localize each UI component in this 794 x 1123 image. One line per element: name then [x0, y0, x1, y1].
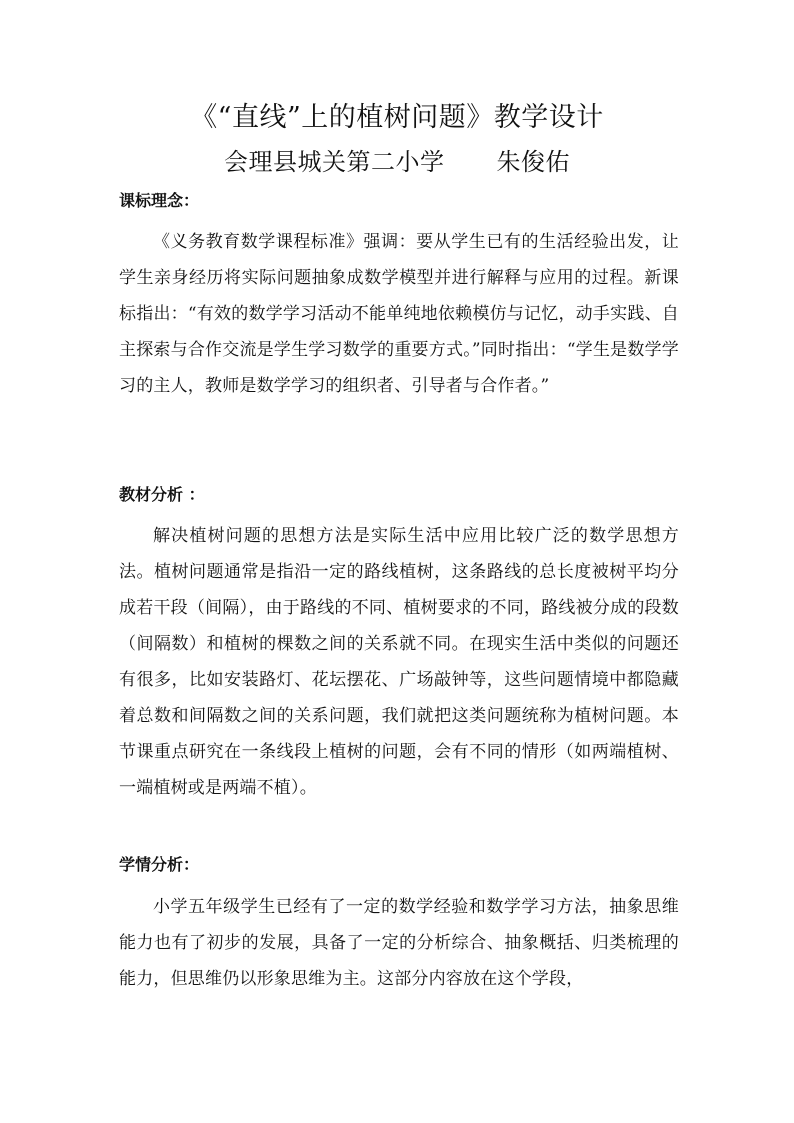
section-body-curriculum: 《义务教育数学课程标准》强调：要从学生已有的生活经验出发，让学生亲身经历将实际问题抽象成数学模型并进行解释与应用的过程。新课标指出：“有效的数学学习活动不能单纯地依赖模仿与记忆，动手实践、自主探索与合作交流是学生学习数学的重要方式。”同时指出：“学生是数学学习的主人，教师是数学学习的组织者、引导者与合作者。” [119, 232, 679, 396]
section-heading-curriculum: 课标理念： [119, 191, 200, 210]
section-body-students: 小学五年级学生已经有了一定的数学经验和数学学习方法，抽象思维能力也有了初步的发展，具备了一定的分析综合、抽象概括、归类梳理的能力，但思维仍以形象思维为主。这部分内容放在这个学段， [119, 897, 679, 989]
section-body-textbook: 解决植树问题的思想方法是实际生活中应用比较广泛的数学思想方法。植树问题通常是指沿一定的路线植树，这条路线的总长度被树平均分成若干段（间隔），由于路线的不同、植树要求的不同，路线被分成的段数（间隔数）和植树的棵数之间的关系就不同。在现实生活中类似的问题还有很多，比如安装路灯、花坛摆花、广场敲钟等，这些问题情境中都隐藏着总数和间隔数之间的关系问题，我们就把这类问题统称为植树问题。本节课重点研究在一条线段上植树的问题，会有不同的情形（如两端植树、一端植树或是两端不植）。 [119, 526, 679, 798]
section-heading-textbook: 教材分析 ： [119, 485, 205, 504]
document-byline [0, 145, 794, 179]
school-name: 会理县城关第二小学 [224, 148, 445, 176]
author-name: 朱俊佑 [496, 148, 570, 176]
document-title: 《“直线”上的植树问题》教学设计 [190, 102, 604, 133]
section-heading-students: 学情分析： [119, 855, 200, 874]
